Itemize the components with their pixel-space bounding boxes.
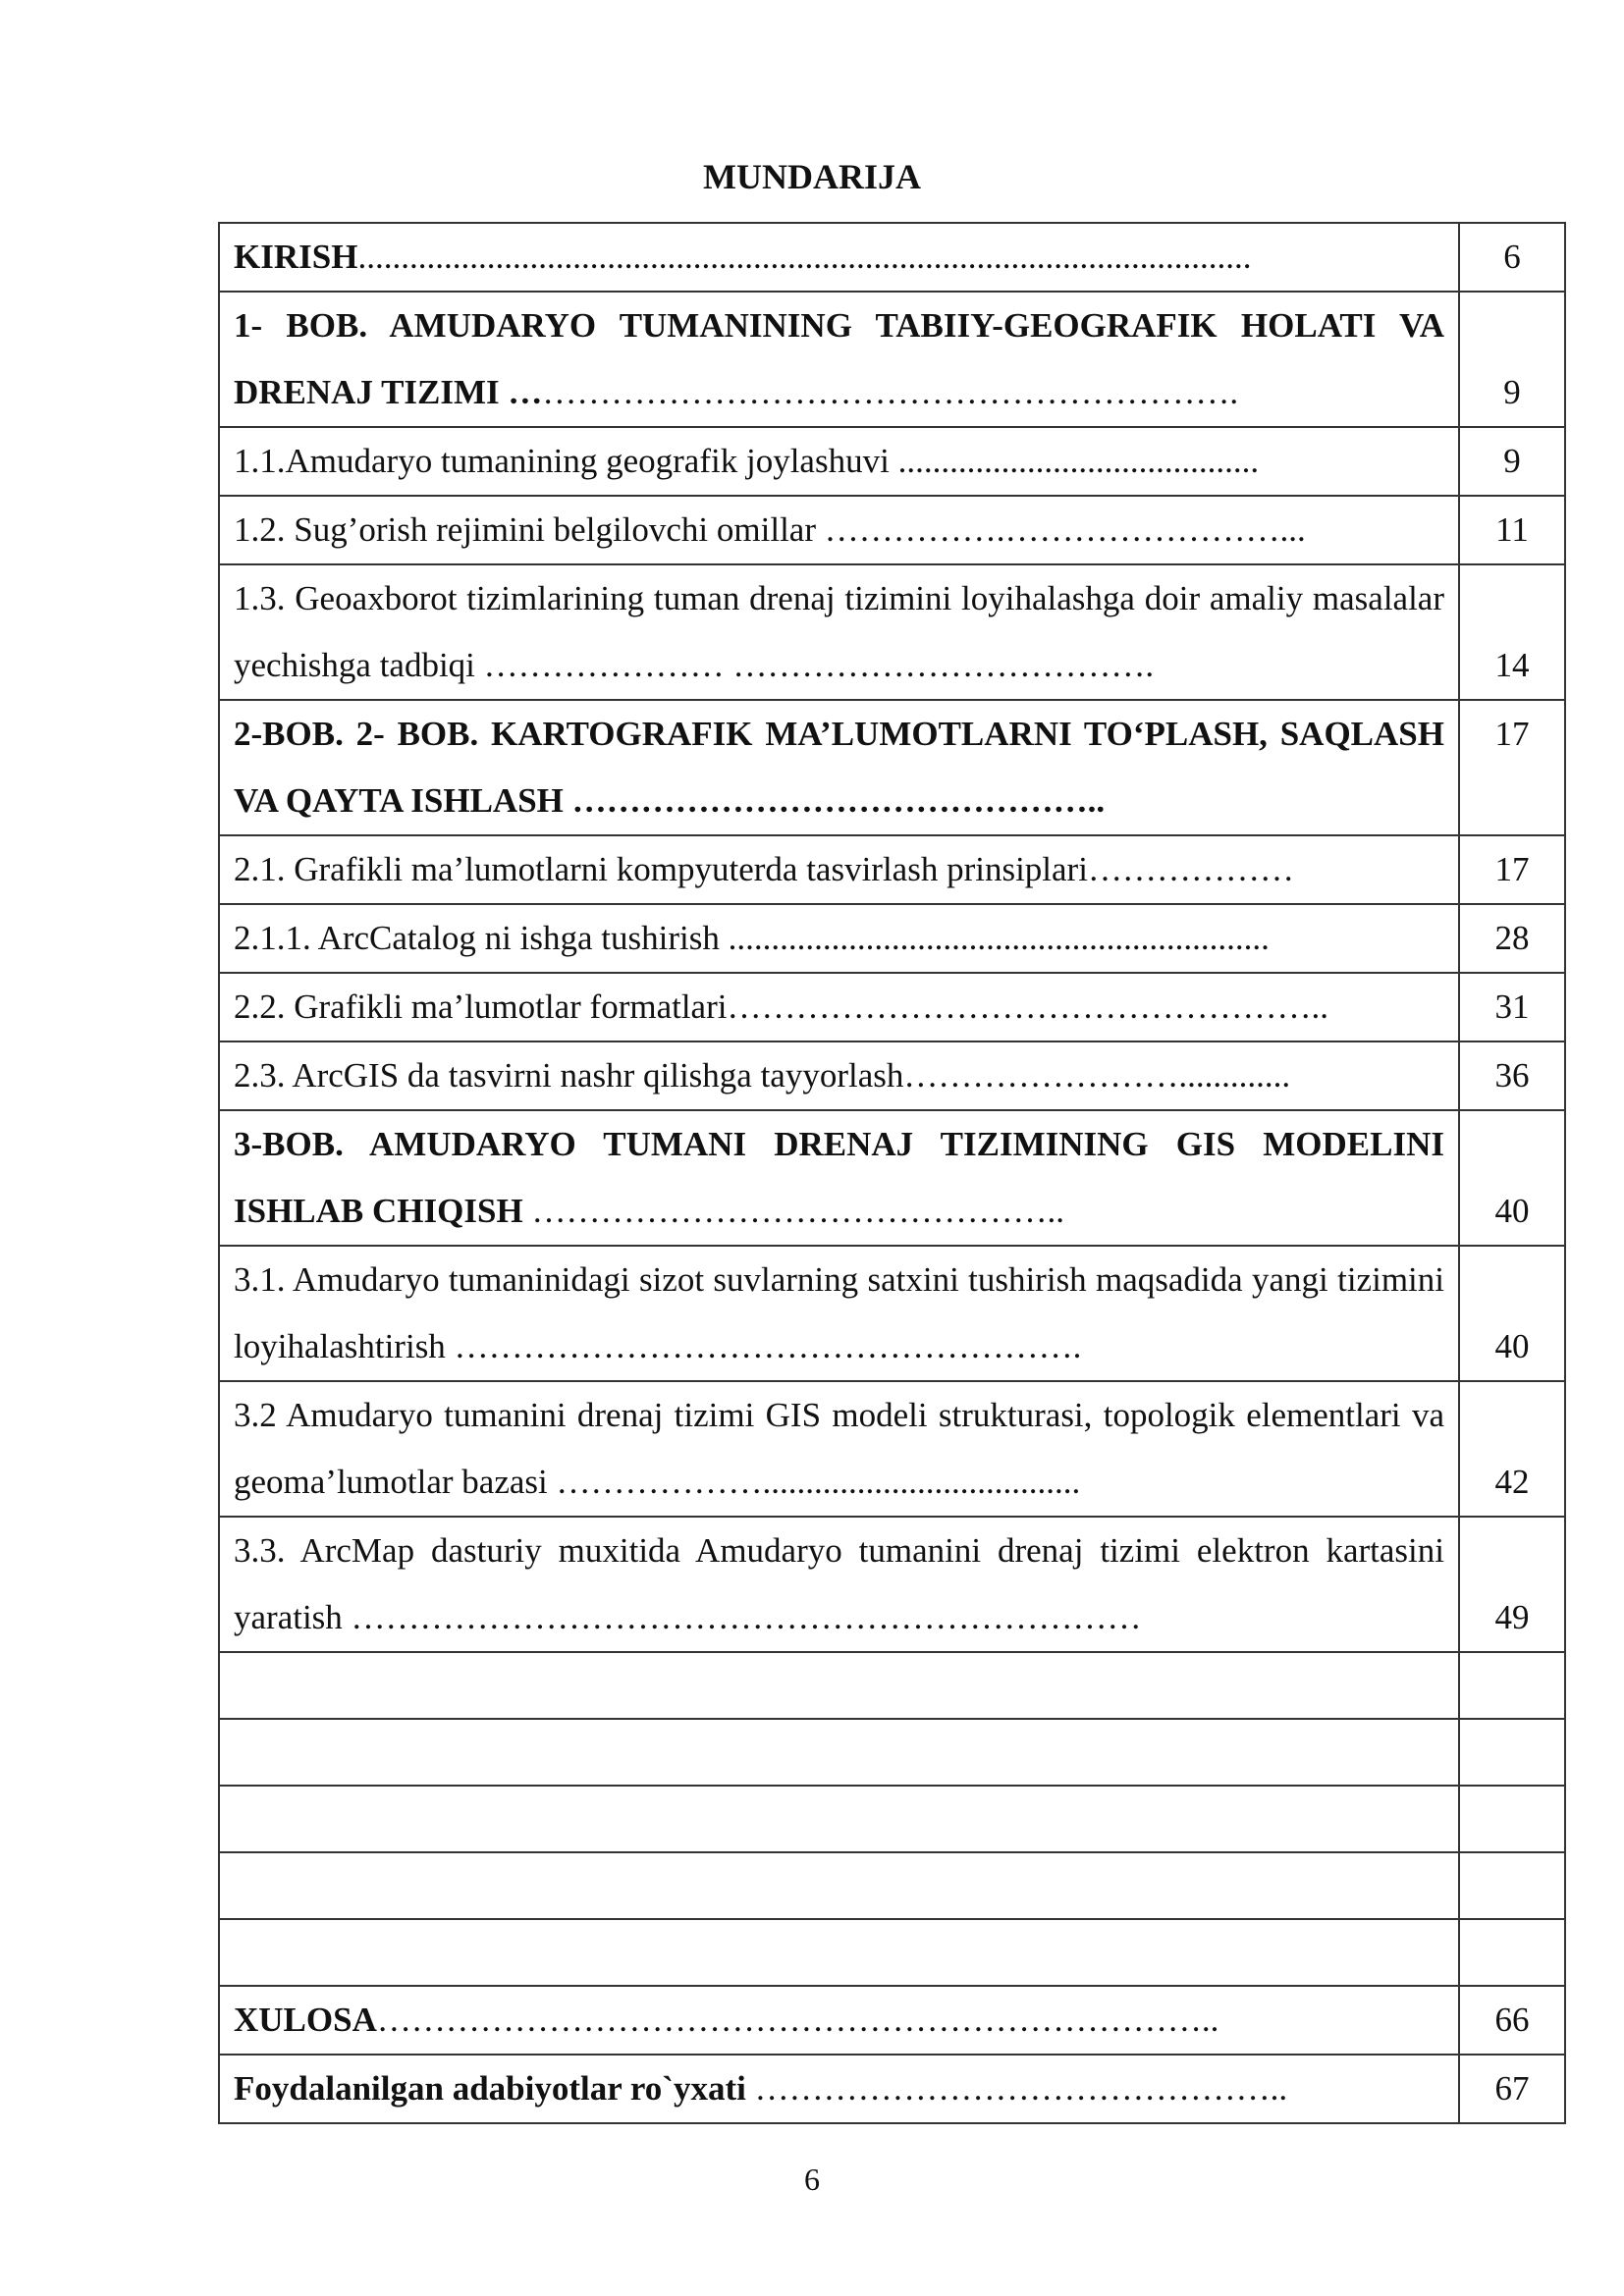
- toc-entry-page: 6: [1459, 223, 1565, 292]
- toc-entry-title: 3.1. Amudaryo tumaninidagi sizot suvlarning satxini tushirish maqsadida yangi tizimini loyihalashtirish ……………………………………………….: [219, 1246, 1459, 1381]
- toc-row-1-3: [219, 564, 1565, 700]
- toc-entry-page: [1459, 1652, 1565, 1719]
- toc-row-references: [219, 2055, 1565, 2123]
- toc-entry-page: 49: [1459, 1517, 1565, 1652]
- toc-entry-page: 36: [1459, 1041, 1565, 1110]
- toc-row-empty: [219, 1719, 1565, 1786]
- toc-row-2-3: [219, 1041, 1565, 1110]
- toc-entry-title: XULOSA………………………………………………………………..: [219, 1986, 1459, 2055]
- toc-entry-title: 3.3. ArcMap dasturiy muxitida Amudaryo tumanini drenaj tizimi elektron kartasini yaratish ……………………………………………………………: [219, 1517, 1459, 1652]
- toc-row-empty: [219, 1652, 1565, 1719]
- toc-entry-title: 1.1.Amudaryo tumanining geografik joylashuvi ..........................................: [219, 427, 1459, 496]
- toc-row-1-2: [219, 496, 1565, 564]
- toc-row-3-2: [219, 1381, 1565, 1517]
- toc-row-empty: [219, 1786, 1565, 1852]
- toc-row-1-1: [219, 427, 1565, 496]
- toc-row-2-2: [219, 973, 1565, 1041]
- toc-entry-page: 9: [1459, 292, 1565, 427]
- toc-entry-title: 3-BOB. AMUDARYO TUMANI DRENAJ TIZIMINING GIS MODELINI ISHLAB CHIQISH ………………………………………..: [219, 1110, 1459, 1246]
- toc-entry-page: 40: [1459, 1246, 1565, 1381]
- toc-entry-title: 1.3. Geoaxborot tizimlarining tuman drenaj tizimini loyihalashga doir amaliy masalalar yechishga tadbiqi ………………… ……………………………….: [219, 564, 1459, 700]
- toc-row-3-3: [219, 1517, 1565, 1652]
- toc-entry-title: 2.2. Grafikli ma’lumotlar formatlari……………………………………………..: [219, 973, 1459, 1041]
- page-title: MUNDARIJA: [703, 157, 921, 196]
- toc-row-empty: [219, 1919, 1565, 1986]
- toc-entry-page: 28: [1459, 904, 1565, 973]
- toc-entry-page: [1459, 1786, 1565, 1852]
- toc-entry-title: 2.1. Grafikli ma’lumotlarni kompyuterda tasvirlash prinsiplari………………: [219, 835, 1459, 904]
- toc-entry-title: [219, 1852, 1459, 1919]
- toc-row-2-1: [219, 835, 1565, 904]
- toc-entry-page: [1459, 1919, 1565, 1986]
- toc-entry-page: 66: [1459, 1986, 1565, 2055]
- toc-row-2-1-1: [219, 904, 1565, 973]
- toc-entry-title: 2-BOB. 2- BOB. KARTOGRAFIK MA’LUMOTLARNI TO‘PLASH, SAQLASH VA QAYTA ISHLASH ………………………………………..: [219, 700, 1459, 835]
- toc-entry-title: [219, 1919, 1459, 1986]
- toc-entry-page: 40: [1459, 1110, 1565, 1246]
- toc-row-chapter-1: [219, 292, 1565, 427]
- toc-entry-title: 1- BOB. AMUDARYO TUMANINING TABIIY-GEOGRAFIK HOLATI VA DRENAJ TIZIMI ……………………………………………………….: [219, 292, 1459, 427]
- toc-entry-page: 67: [1459, 2055, 1565, 2123]
- toc-entry-title: 3.2 Amudaryo tumanini drenaj tizimi GIS modeli strukturasi, topologik elementlari va geoma’lumotlar bazasi ……………….....................................: [219, 1381, 1459, 1517]
- toc-entry-title: [219, 1786, 1459, 1852]
- toc-entry-page: [1459, 1719, 1565, 1786]
- toc-entry-page: 14: [1459, 564, 1565, 700]
- toc-entry-title: 1.2. Sug’orish rejimini belgilovchi omillar …………….……………………...: [219, 496, 1459, 564]
- toc-row-kirish: [219, 223, 1565, 292]
- toc-entry-page: [1459, 1852, 1565, 1919]
- toc-row-chapter-2: [219, 700, 1565, 835]
- table-of-contents: [218, 222, 1566, 2124]
- toc-entry-title: KIRISH........................................................................................................: [219, 223, 1459, 292]
- toc-entry-title: Foydalanilgan adabiyotlar ro`yxati ………………………………………..: [219, 2055, 1459, 2123]
- toc-entry-page: 17: [1459, 835, 1565, 904]
- toc-entry-title: 2.3. ArcGIS da tasvirni nashr qilishga tayyorlash…………………….............: [219, 1041, 1459, 1110]
- toc-entry-title: [219, 1719, 1459, 1786]
- toc-row-empty: [219, 1852, 1565, 1919]
- toc-entry-title: [219, 1652, 1459, 1719]
- toc-entry-page: 9: [1459, 427, 1565, 496]
- toc-entry-title: 2.1.1. ArcCatalog ni ishga tushirish ...............................................................: [219, 904, 1459, 973]
- toc-row-3-1: [219, 1246, 1565, 1381]
- toc-entry-page: 42: [1459, 1381, 1565, 1517]
- toc-entry-page: 31: [1459, 973, 1565, 1041]
- toc-entry-page: 11: [1459, 496, 1565, 564]
- page-number: 6: [804, 2162, 820, 2197]
- toc-row-xulosa: [219, 1986, 1565, 2055]
- toc-row-chapter-3: [219, 1110, 1565, 1246]
- toc-entry-page: 17: [1459, 700, 1565, 835]
